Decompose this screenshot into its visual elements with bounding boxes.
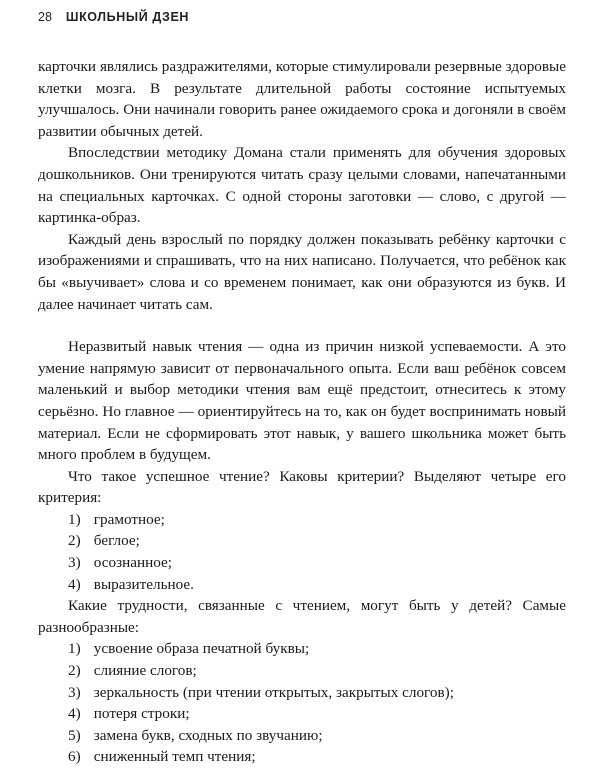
list-item-number: 1) bbox=[68, 510, 81, 528]
list-item-text: замена букв, сходных по звучанию; bbox=[93, 726, 323, 744]
list-item-text: осознанное; bbox=[93, 554, 172, 572]
body-text bbox=[38, 56, 566, 768]
section-gap bbox=[38, 315, 566, 336]
list-item-number: 2) bbox=[68, 532, 81, 550]
list-item-text: грамотное; bbox=[93, 510, 165, 528]
difficulties-list bbox=[38, 638, 566, 768]
list-item bbox=[38, 552, 566, 574]
paragraph-6: Какие трудности, связанные с чтением, могут быть у детей? Самые разнообразные: bbox=[38, 597, 566, 636]
list-item-text: сниженный темп чтения; bbox=[93, 748, 256, 766]
list-item bbox=[38, 530, 566, 552]
list-item-number: 3) bbox=[68, 683, 81, 701]
list-item bbox=[38, 638, 566, 660]
list-item-number: 5) bbox=[68, 726, 81, 744]
list-item-number: 1) bbox=[68, 640, 81, 658]
paragraph-4: Неразвитый навык чтения — одна из причин низкой успеваемости. А это умение напрямую зависит от первоначального опыта. Если ваш ребёнок совсем маленький и выбор методики чтения вам ещё предстоит, отнеситесь к этому серьёзно. Но главное — ориентируйтесь на то, как он будет воспринимать новый материал. Если не сформировать этот навык, у вашего школьника может быть много проблем в будущем. bbox=[38, 338, 566, 464]
paragraph-2: Впоследствии методику Домана стали применять для обучения здоровых дошкольников. Они тренируются читать сразу целыми словами, напечатанными на специальных карточках. С одной стороны заготовки — слово, с другой — картинка-образ. bbox=[38, 144, 566, 227]
list-item-text: беглое; bbox=[93, 532, 140, 550]
list-item bbox=[38, 703, 566, 725]
list-item-text: выразительное. bbox=[93, 575, 194, 593]
paragraph-3: Каждый день взрослый по порядку должен показывать ребёнку карточки с изображениями и спрашивать, что на них написано. Получается, что ребёнок как бы «выучивает» слова и со временем понимает, как они образуются из букв. И далее начинает читать сам. bbox=[38, 230, 566, 313]
page-number: 28 bbox=[38, 10, 52, 24]
list-item bbox=[38, 660, 566, 682]
list-item-text: потеря строки; bbox=[93, 705, 190, 723]
criteria-list bbox=[38, 509, 566, 595]
list-item bbox=[38, 682, 566, 704]
list-item bbox=[38, 725, 566, 747]
list-item-number: 6) bbox=[68, 748, 81, 766]
list-item-number: 2) bbox=[68, 662, 81, 680]
list-item-number: 4) bbox=[68, 575, 81, 593]
list-item-number: 3) bbox=[68, 554, 81, 572]
book-title: ШКОЛЬНЫЙ ДЗЕН bbox=[65, 10, 190, 24]
list-item-text: зеркальность (при чтении открытых, закрытых слогов); bbox=[93, 683, 454, 701]
list-item bbox=[38, 509, 566, 531]
list-item-text: слияние слогов; bbox=[93, 662, 197, 680]
list-item bbox=[38, 574, 566, 596]
list-item-text: усвоение образа печатной буквы; bbox=[93, 640, 310, 658]
paragraph-1: карточки являлись раздражителями, которые стимулировали резервные здоровые клетки мозга. В результате длительной работы состояние испытуемых улучшалось. Они начинали говорить ранее ожидаемого срока и догоняли в своём развитии обычных детей. bbox=[38, 58, 566, 140]
paragraph-5: Что такое успешное чтение? Каковы критерии? Выделяют четыре его критерия: bbox=[38, 467, 566, 507]
list-item-number: 4) bbox=[68, 705, 81, 723]
running-head bbox=[38, 10, 566, 36]
